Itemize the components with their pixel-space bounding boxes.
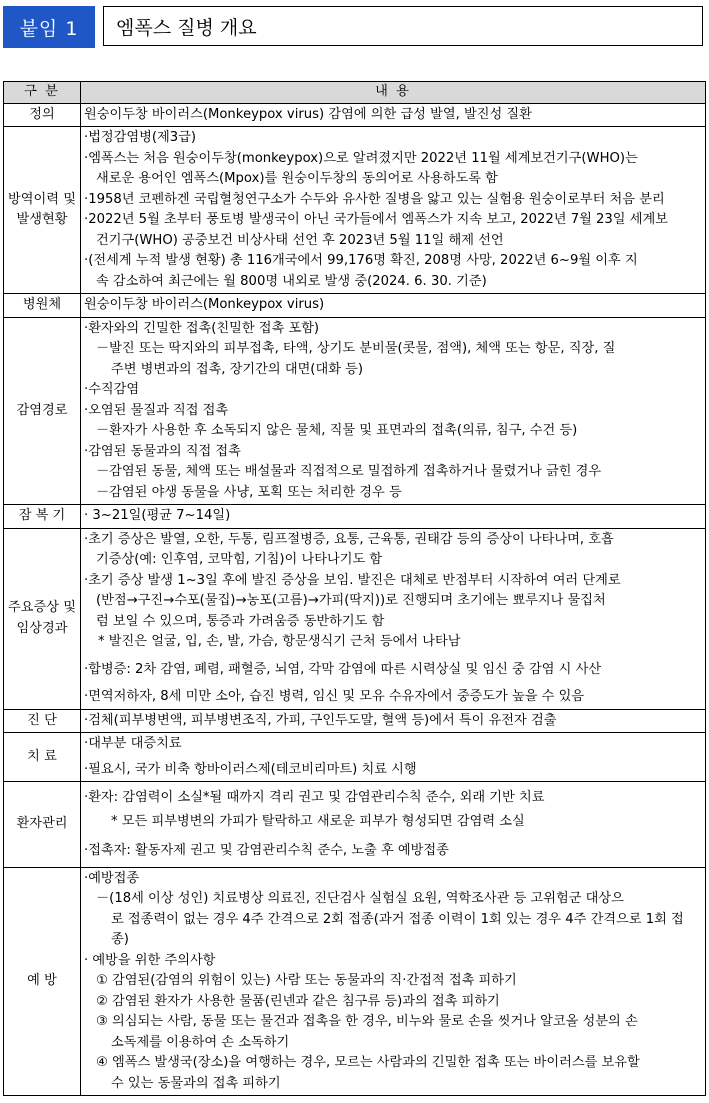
disease-overview-table [3, 81, 706, 1096]
row-content-incubation [81, 505, 706, 529]
content-line: －(18세 이상 성인) 치료병상 의료진, 진단검사 실험실 요원, 역학조사관 등 고위험군 대상으 [96, 891, 624, 906]
content-line: ① 감염된(감염의 위험이 있는) 사람 또는 동물과의 직·간접적 접촉 피하기 [96, 973, 517, 988]
content-line: ·합병증: 2차 감염, 폐렴, 패혈증, 뇌염, 각막 감염에 따른 시력상실 및 임신 중 감염 시 사산 [84, 661, 602, 677]
content-line: ·예방접종 [84, 870, 140, 886]
row-label-prevention: 예 방 [4, 867, 81, 1096]
content-line: (반점→구진→수포(물집)→농포(고름)→가피(딱지))로 진행되며 초기에는 뾰루지나 물집처 [96, 593, 606, 608]
content-line: ·접촉자: 활동자제 권고 및 감염관리수칙 준수, 노출 후 예방접종 [84, 843, 449, 858]
content-line: ·필요시, 국가 비축 항바이러스제(테코비리마트) 치료 시행 [84, 761, 417, 777]
row-content-treatment [81, 733, 706, 782]
row-label-diagnosis: 진 단 [4, 709, 81, 733]
content-line: 수 있는 동물과의 접촉 피하기 [111, 1075, 281, 1091]
content-line: ·2022년 5월 초부터 풍토병 발생국이 아닌 국가들에서 엠폭스가 지속 보고, 2022년 7월 23일 세계보 [84, 212, 668, 227]
document-title: 엠폭스 질병 개요 [103, 6, 703, 46]
table-row [4, 867, 706, 1096]
attachment-header [3, 6, 705, 48]
row-label-pathogen: 병원체 [4, 294, 81, 318]
content-line: ·수직감염 [84, 382, 140, 397]
content-line: ·(전세계 누적 발생 현황) 총 116개국에서 99,176명 확진, 208명 사망, 2022년 6~9월 이후 지 [84, 253, 638, 268]
content-line: · 예방을 위한 주의사항 [84, 952, 216, 968]
content-line: * 모든 피부병변의 가피가 탈락하고 새로운 피부가 형성되면 감염력 소실 [111, 813, 525, 829]
content-line: －발진 또는 딱지와의 피부접촉, 타액, 상기도 분비물(콧물, 점액), 체액 또는 항문, 직장, 질 [96, 341, 616, 356]
content-line: ·환자와의 긴밀한 접촉(친밀한 접촉 포함) [84, 320, 320, 336]
row-content-history [81, 127, 706, 294]
content-line: · 3~21일(평균 7~14일) [84, 508, 231, 523]
content-line: 원숭이두창 바이러스(Monkeypox virus) 감염에 의한 급성 발열, 발진성 질환 [84, 106, 532, 122]
table-row [4, 782, 706, 868]
content-line: ·검체(피부병변액, 피부병변조직, 가피, 구인두도말, 혈액 등)에서 특이 유전자 검출 [84, 712, 557, 728]
content-line: －감염된 동물, 체액 또는 배설물과 직접적으로 밀접하게 접촉하거나 물렸거나 긁힌 경우 [96, 464, 602, 479]
row-label-incubation: 잠 복 기 [4, 505, 81, 529]
table-row [4, 127, 706, 294]
row-label-definition: 정의 [4, 103, 81, 127]
table-row [4, 103, 706, 127]
row-content-pathogen [81, 294, 706, 318]
row-label-history: 방역이력 및 발생현황 [4, 127, 81, 294]
header-content: 내 용 [81, 82, 706, 104]
content-line: ·환자: 감염력이 소실*될 때까지 격리 권고 및 감염관리수칙 준수, 외래 기반 치료 [84, 790, 545, 805]
content-line: 종) [111, 932, 129, 947]
content-line: ·초기 증상 발생 1~3일 후에 발진 증상을 보임. 발진은 대체로 반점부터 시작하여 여러 단계로 [84, 572, 621, 588]
row-content-diagnosis [81, 709, 706, 733]
table-row [4, 505, 706, 529]
content-line: 소독제를 이용하여 손 소독하기 [111, 1034, 290, 1050]
content-line: ·초기 증상은 발열, 오한, 두통, 림프절병증, 요통, 근육통, 권태감 등의 증상이 나타나며, 호흡 [84, 531, 614, 547]
content-line: －감염된 야생 동물을 사냥, 포획 또는 처리한 경우 등 [96, 484, 402, 500]
row-content-transmission [81, 317, 706, 505]
content-line: 새로운 용어인 엠폭스(Mpox)를 원숭이두창의 동의어로 사용하도록 함 [96, 171, 498, 186]
content-line: ·면역저하자, 8세 미만 소아, 습진 병력, 임신 및 모유 수유자에서 중증도가 높을 수 있음 [84, 689, 585, 704]
row-content-prevention [81, 867, 706, 1096]
row-content-definition [81, 103, 706, 127]
content-line: 원숭이두창 바이러스(Monkeypox virus) [84, 297, 325, 312]
content-line: ·대부분 대증치료 [84, 736, 182, 751]
content-line: * 발진은 얼굴, 입, 손, 발, 가슴, 항문생식기 근처 등에서 나타남 [98, 634, 461, 649]
row-label-treatment: 치 료 [4, 733, 81, 782]
content-line: ·법정감염병(제3급) [84, 130, 197, 145]
table-header-row [4, 82, 706, 104]
content-line: 주변 병변과의 접촉, 장기간의 대면(대화 등) [111, 361, 364, 377]
content-line: 로 접종력이 없는 경우 4주 간격으로 2회 접종(과거 접종 이력이 1회 있는 경우 4주 간격으로 1회 접 [111, 911, 684, 927]
content-line: ④ 엠폭스 발생국(장소)을 여행하는 경우, 모르는 사람과의 긴밀한 접촉 또는 바이러스를 보유할 [96, 1055, 640, 1070]
content-line: ② 감염된 환자가 사용한 물품(린넨과 같은 침구류 등)과의 접촉 피하기 [96, 993, 500, 1009]
content-line: ·엠폭스는 처음 원숭이두창(monkeypox)으로 알려졌지만 2022년 11월 세계보건기구(WHO)는 [84, 150, 638, 166]
table-row [4, 294, 706, 318]
content-line: 기증상(예: 인후염, 코막힘, 기침)이 나타나기도 함 [96, 552, 383, 567]
content-line: 속 감소하여 최근에는 월 800명 내외로 발생 중(2024. 6. 30. 기준) [96, 273, 487, 289]
content-line: ·오염된 물질과 직접 접촉 [84, 402, 229, 418]
row-content-patient-management [81, 782, 706, 868]
content-line: －환자가 사용한 후 소독되지 않은 물체, 직물 및 표면과의 접촉(의류, 침구, 수건 등) [96, 423, 578, 438]
content-line: 건기구(WHO) 공중보건 비상사태 선언 후 2023년 5월 11일 해제 선언 [96, 232, 504, 248]
row-label-transmission: 감염경로 [4, 317, 81, 505]
table-row [4, 317, 706, 505]
table-row [4, 709, 706, 733]
table-row [4, 528, 706, 709]
attachment-badge: 붙임 1 [3, 6, 95, 48]
content-line: ③ 의심되는 사람, 동물 또는 물건과 접촉을 한 경우, 비누와 물로 손을 씻거나 알코올 성분의 손 [96, 1014, 638, 1029]
content-line: ·1958년 코펜하겐 국립혈청연구소가 수두와 유사한 질병을 앓고 있는 실험용 원숭이로부터 처음 분리 [84, 191, 665, 207]
content-line: 럼 보일 수 있으며, 통증과 가려움증 동반하기도 함 [96, 613, 385, 629]
table-row [4, 733, 706, 782]
row-content-symptoms [81, 528, 706, 709]
row-label-symptoms: 주요증상 및 임상경과 [4, 528, 81, 709]
row-label-patient-management: 환자관리 [4, 782, 81, 868]
content-line: ·감염된 동물과의 직접 접촉 [84, 443, 241, 459]
header-category: 구 분 [4, 82, 81, 104]
